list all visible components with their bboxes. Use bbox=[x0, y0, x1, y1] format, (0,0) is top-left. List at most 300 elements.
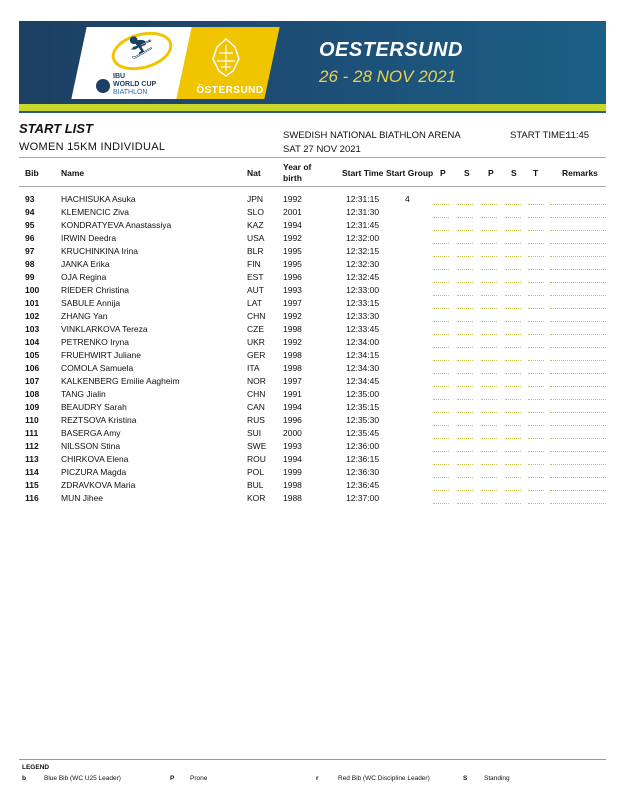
result-blank-line bbox=[481, 412, 497, 413]
name-cell: BASERGA Amy bbox=[61, 428, 121, 438]
yob-cell: 1998 bbox=[283, 324, 302, 334]
result-blank-line bbox=[550, 503, 606, 504]
name-cell: BEAUDRY Sarah bbox=[61, 402, 127, 412]
yob-cell: 2000 bbox=[283, 428, 302, 438]
result-blank-line bbox=[433, 490, 449, 491]
start-time-cell: 12:35:00 bbox=[346, 389, 380, 399]
bib-cell: 95 bbox=[25, 220, 35, 230]
result-blank-line bbox=[433, 438, 449, 439]
event-name: WOMEN 15KM INDIVIDUAL bbox=[19, 141, 166, 153]
result-blank-line bbox=[505, 399, 521, 400]
bib-cell: 107 bbox=[25, 376, 40, 386]
start-time-cell: 12:34:00 bbox=[346, 337, 380, 347]
result-blank-line bbox=[481, 269, 497, 270]
yob-cell: 1997 bbox=[283, 298, 302, 308]
nat-cell: RUS bbox=[247, 415, 265, 425]
result-blank-line bbox=[433, 204, 449, 205]
result-blank-line bbox=[481, 373, 497, 374]
result-blank-line bbox=[550, 477, 606, 478]
table-row bbox=[0, 441, 624, 454]
event-dates: 26 - 28 NOV 2021 bbox=[319, 67, 457, 86]
result-blank-line bbox=[528, 373, 544, 374]
nat-cell: USA bbox=[247, 233, 265, 243]
result-blank-line bbox=[481, 347, 497, 348]
col-header-start-time: Start Time bbox=[342, 168, 384, 178]
venue-city: OESTERSUND bbox=[319, 39, 463, 61]
start-time-cell: 12:33:30 bbox=[346, 311, 380, 321]
result-blank-line bbox=[457, 425, 473, 426]
result-blank-line bbox=[528, 386, 544, 387]
start-time-cell: 12:35:30 bbox=[346, 415, 380, 425]
nat-cell: SUI bbox=[247, 428, 262, 438]
start-time-cell: 12:31:30 bbox=[346, 207, 380, 217]
yob-cell: 1994 bbox=[283, 220, 302, 230]
skier-icon: ⛷ bbox=[127, 35, 155, 60]
result-blank-line bbox=[481, 490, 497, 491]
result-blank-line bbox=[528, 269, 544, 270]
result-blank-line bbox=[550, 347, 606, 348]
table-row bbox=[0, 350, 624, 363]
bib-cell: 106 bbox=[25, 363, 40, 373]
col-header-start-group: Start Group bbox=[386, 168, 434, 178]
col-header-yob-1: Year of bbox=[283, 162, 312, 172]
table-row bbox=[0, 428, 624, 441]
start-time-cell: 12:32:00 bbox=[346, 233, 380, 243]
result-blank-line bbox=[433, 347, 449, 348]
bmw-icon bbox=[96, 79, 110, 93]
result-blank-line bbox=[528, 347, 544, 348]
nat-cell: ITA bbox=[247, 363, 260, 373]
table-row bbox=[0, 389, 624, 402]
bib-cell: 104 bbox=[25, 337, 40, 347]
yob-cell: 1993 bbox=[283, 285, 302, 295]
start-time-cell: 12:33:45 bbox=[346, 324, 380, 334]
nat-cell: UKR bbox=[247, 337, 265, 347]
result-blank-line bbox=[457, 295, 473, 296]
result-blank-line bbox=[433, 334, 449, 335]
result-blank-line bbox=[481, 321, 497, 322]
col-header-standing-1: S bbox=[464, 168, 470, 178]
result-blank-line bbox=[457, 230, 473, 231]
nat-cell: BLR bbox=[247, 246, 264, 256]
result-blank-line bbox=[528, 321, 544, 322]
result-blank-line bbox=[528, 243, 544, 244]
result-blank-line bbox=[505, 464, 521, 465]
start-time-cell: 12:32:45 bbox=[346, 272, 380, 282]
result-blank-line bbox=[457, 451, 473, 452]
bib-cell: 112 bbox=[25, 441, 39, 451]
result-blank-line bbox=[457, 373, 473, 374]
race-date: SAT 27 NOV 2021 bbox=[283, 144, 361, 155]
start-time-cell: 12:34:15 bbox=[346, 350, 380, 360]
nat-cell: ROU bbox=[247, 454, 266, 464]
legend-item-text: Prone bbox=[190, 775, 208, 782]
nat-cell: CAN bbox=[247, 402, 265, 412]
result-blank-line bbox=[550, 425, 606, 426]
table-row bbox=[0, 207, 624, 220]
name-cell: ZHANG Yan bbox=[61, 311, 108, 321]
result-blank-line bbox=[550, 373, 606, 374]
result-blank-line bbox=[457, 256, 473, 257]
name-cell: KLEMENCIC Ziva bbox=[61, 207, 130, 217]
result-blank-line bbox=[550, 230, 606, 231]
result-blank-line bbox=[528, 490, 544, 491]
result-blank-line bbox=[457, 321, 473, 322]
start-time-cell: 12:36:45 bbox=[346, 480, 380, 490]
start-time-cell: 12:33:00 bbox=[346, 285, 380, 295]
name-cell: COMOLA Samuela bbox=[61, 363, 134, 373]
nat-cell: BUL bbox=[247, 480, 264, 490]
nat-cell: LAT bbox=[247, 298, 262, 308]
result-blank-line bbox=[505, 347, 521, 348]
result-blank-line bbox=[481, 503, 497, 504]
result-blank-line bbox=[505, 217, 521, 218]
result-blank-line bbox=[457, 464, 473, 465]
name-cell: MUN Jihee bbox=[61, 493, 104, 503]
legend-item: r bbox=[316, 775, 319, 782]
result-blank-line bbox=[505, 334, 521, 335]
bib-cell: 102 bbox=[25, 311, 40, 321]
table-row bbox=[0, 480, 624, 493]
header-bottom-rule bbox=[19, 186, 606, 187]
result-blank-line bbox=[550, 282, 606, 283]
result-blank-line bbox=[433, 360, 449, 361]
bib-cell: 108 bbox=[25, 389, 40, 399]
start-time-cell: 12:31:15 bbox=[346, 194, 380, 204]
result-blank-line bbox=[481, 243, 497, 244]
result-blank-line bbox=[433, 282, 449, 283]
result-blank-line bbox=[481, 451, 497, 452]
result-blank-line bbox=[550, 295, 606, 296]
result-blank-line bbox=[505, 373, 521, 374]
result-blank-line bbox=[457, 360, 473, 361]
nat-cell: JPN bbox=[247, 194, 264, 204]
result-blank-line bbox=[550, 490, 606, 491]
result-blank-line bbox=[505, 386, 521, 387]
bib-cell: 109 bbox=[25, 402, 40, 412]
bib-cell: 97 bbox=[25, 246, 35, 256]
yob-cell: 1992 bbox=[283, 233, 302, 243]
table-row bbox=[0, 311, 624, 324]
bib-cell: 115 bbox=[25, 480, 39, 490]
table-row bbox=[0, 298, 624, 311]
name-cell: SABULE Annija bbox=[61, 298, 121, 308]
host-logo-text: ÖSTERSUND bbox=[196, 85, 264, 96]
yob-cell: 1995 bbox=[283, 246, 302, 256]
name-cell: TANG Jialin bbox=[61, 389, 106, 399]
bib-cell: 114 bbox=[25, 467, 39, 477]
bib-cell: 100 bbox=[25, 285, 40, 295]
result-blank-line bbox=[433, 243, 449, 244]
result-blank-line bbox=[457, 399, 473, 400]
result-blank-line bbox=[550, 412, 606, 413]
table-row bbox=[0, 467, 624, 480]
legend-title: LEGEND bbox=[22, 764, 50, 771]
result-blank-line bbox=[528, 334, 544, 335]
result-blank-line bbox=[505, 412, 521, 413]
result-blank-line bbox=[481, 438, 497, 439]
result-blank-line bbox=[505, 321, 521, 322]
col-header-standing-2: S bbox=[511, 168, 517, 178]
nat-cell: CZE bbox=[247, 324, 264, 334]
result-blank-line bbox=[433, 503, 449, 504]
start-time-cell: 12:32:15 bbox=[346, 246, 380, 256]
result-blank-line bbox=[528, 217, 544, 218]
result-blank-line bbox=[550, 243, 606, 244]
nat-cell: KAZ bbox=[247, 220, 264, 230]
start-time-cell: 12:32:30 bbox=[346, 259, 380, 269]
name-cell: PETRENKO Iryna bbox=[61, 337, 130, 347]
nat-cell: EST bbox=[247, 272, 264, 282]
result-blank-line bbox=[505, 204, 521, 205]
yob-cell: 1992 bbox=[283, 337, 302, 347]
col-header-bib: Bib bbox=[25, 168, 39, 178]
result-blank-line bbox=[505, 243, 521, 244]
result-blank-line bbox=[457, 204, 473, 205]
result-blank-line bbox=[550, 438, 606, 439]
document-title: START LIST bbox=[19, 121, 93, 136]
legend-item: P bbox=[170, 775, 175, 782]
result-blank-line bbox=[457, 243, 473, 244]
result-blank-line bbox=[457, 438, 473, 439]
result-blank-line bbox=[550, 334, 606, 335]
col-header-prone-1: P bbox=[440, 168, 446, 178]
name-cell: OJA Regina bbox=[61, 272, 107, 282]
result-blank-line bbox=[528, 282, 544, 283]
yob-cell: 1998 bbox=[283, 363, 302, 373]
result-blank-line bbox=[433, 269, 449, 270]
result-blank-line bbox=[457, 217, 473, 218]
table-row bbox=[0, 285, 624, 298]
bib-cell: 98 bbox=[25, 259, 35, 269]
bib-cell: 110 bbox=[25, 415, 39, 425]
start-time-cell: 12:37:00 bbox=[346, 493, 380, 503]
bib-cell: 94 bbox=[25, 207, 35, 217]
bib-cell: 113 bbox=[25, 454, 39, 464]
yob-cell: 1994 bbox=[283, 454, 302, 464]
yob-cell: 1997 bbox=[283, 376, 302, 386]
name-cell: IRWIN Deedra bbox=[61, 233, 117, 243]
col-header-yob-2: birth bbox=[283, 173, 302, 183]
name-cell: ZDRAVKOVA Maria bbox=[61, 480, 136, 490]
result-blank-line bbox=[481, 308, 497, 309]
table-row bbox=[0, 259, 624, 272]
result-blank-line bbox=[505, 295, 521, 296]
result-blank-line bbox=[550, 386, 606, 387]
result-blank-line bbox=[457, 386, 473, 387]
result-blank-line bbox=[481, 230, 497, 231]
bib-cell: 101 bbox=[25, 298, 40, 308]
result-blank-line bbox=[528, 308, 544, 309]
result-blank-line bbox=[433, 477, 449, 478]
yob-cell: 1992 bbox=[283, 194, 302, 204]
result-blank-line bbox=[528, 204, 544, 205]
banner-accent-rule bbox=[19, 111, 606, 113]
result-blank-line bbox=[457, 412, 473, 413]
result-blank-line bbox=[457, 269, 473, 270]
nat-cell: FIN bbox=[247, 259, 261, 269]
result-blank-line bbox=[550, 308, 606, 309]
start-time-cell: 12:36:00 bbox=[346, 441, 380, 451]
result-blank-line bbox=[505, 256, 521, 257]
start-time-cell: 12:34:30 bbox=[346, 363, 380, 373]
col-header-total: T bbox=[533, 168, 539, 178]
nat-cell: CHN bbox=[247, 311, 266, 321]
result-blank-line bbox=[433, 295, 449, 296]
result-blank-line bbox=[528, 477, 544, 478]
result-blank-line bbox=[528, 295, 544, 296]
result-blank-line bbox=[550, 217, 606, 218]
yob-cell: 1999 bbox=[283, 467, 302, 477]
start-time-value: 11:45 bbox=[566, 130, 590, 141]
yob-cell: 2001 bbox=[283, 207, 302, 217]
yob-cell: 1994 bbox=[283, 402, 302, 412]
result-blank-line bbox=[481, 217, 497, 218]
legend-rule bbox=[19, 759, 606, 760]
header-top-rule bbox=[19, 157, 606, 158]
col-header-remarks: Remarks bbox=[562, 168, 598, 178]
name-cell: NILSSON Stina bbox=[61, 441, 121, 451]
result-blank-line bbox=[505, 490, 521, 491]
bib-cell: 103 bbox=[25, 324, 40, 334]
result-blank-line bbox=[433, 308, 449, 309]
name-cell: KONDRATYEVA Anastassiya bbox=[61, 220, 172, 230]
result-blank-line bbox=[550, 451, 606, 452]
result-blank-line bbox=[528, 503, 544, 504]
result-blank-line bbox=[528, 425, 544, 426]
start-time-cell: 12:36:15 bbox=[346, 454, 380, 464]
result-blank-line bbox=[528, 464, 544, 465]
table-row bbox=[0, 363, 624, 376]
start-time-cell: 12:35:15 bbox=[346, 402, 380, 412]
table-row bbox=[0, 454, 624, 467]
name-cell: KRUCHINKINA Irina bbox=[61, 246, 138, 256]
result-blank-line bbox=[550, 399, 606, 400]
result-blank-line bbox=[433, 451, 449, 452]
legend-item-text: Red Bib (WC Discipline Leader) bbox=[338, 775, 430, 782]
result-blank-line bbox=[457, 347, 473, 348]
result-blank-line bbox=[457, 308, 473, 309]
result-blank-line bbox=[505, 282, 521, 283]
name-cell: REZTSOVA Kristina bbox=[61, 415, 137, 425]
nat-cell: SLO bbox=[247, 207, 265, 217]
name-cell: CHIRKOVA Elena bbox=[61, 454, 129, 464]
start-time-cell: 12:33:15 bbox=[346, 298, 380, 308]
result-blank-line bbox=[505, 425, 521, 426]
result-blank-line bbox=[505, 451, 521, 452]
result-blank-line bbox=[457, 334, 473, 335]
name-cell: VINKLARKOVA Tereza bbox=[61, 324, 148, 334]
table-row bbox=[0, 233, 624, 246]
ostersund-crest-icon bbox=[211, 37, 241, 77]
table-row bbox=[0, 376, 624, 389]
result-blank-line bbox=[550, 464, 606, 465]
result-blank-line bbox=[433, 399, 449, 400]
result-blank-line bbox=[528, 412, 544, 413]
result-blank-line bbox=[433, 321, 449, 322]
result-blank-line bbox=[528, 399, 544, 400]
venue-name: SWEDISH NATIONAL BIATHLON ARENA bbox=[283, 130, 461, 141]
name-cell: RIEDER Christina bbox=[61, 285, 130, 295]
result-blank-line bbox=[433, 386, 449, 387]
result-blank-line bbox=[505, 360, 521, 361]
table-row bbox=[0, 402, 624, 415]
yob-cell: 1998 bbox=[283, 480, 302, 490]
nat-cell: CHN bbox=[247, 389, 266, 399]
result-blank-line bbox=[433, 256, 449, 257]
result-blank-line bbox=[457, 503, 473, 504]
table-row bbox=[0, 493, 624, 506]
result-blank-line bbox=[481, 464, 497, 465]
result-blank-line bbox=[433, 412, 449, 413]
result-blank-line bbox=[505, 269, 521, 270]
legend-item: b bbox=[22, 775, 26, 782]
name-cell: PICZURA Magda bbox=[61, 467, 127, 477]
result-blank-line bbox=[481, 399, 497, 400]
result-blank-line bbox=[481, 360, 497, 361]
result-blank-line bbox=[505, 503, 521, 504]
nat-cell: NOR bbox=[247, 376, 266, 386]
yob-cell: 1996 bbox=[283, 272, 302, 282]
start-list-table bbox=[0, 194, 624, 506]
name-cell: JANKA Erika bbox=[61, 259, 110, 269]
result-blank-line bbox=[528, 360, 544, 361]
result-blank-line bbox=[481, 295, 497, 296]
result-blank-line bbox=[481, 477, 497, 478]
nat-cell: KOR bbox=[247, 493, 266, 503]
result-blank-line bbox=[528, 230, 544, 231]
bib-cell: 105 bbox=[25, 350, 40, 360]
result-blank-line bbox=[481, 204, 497, 205]
start-time-label: START TIME: bbox=[510, 130, 568, 141]
bib-cell: 111 bbox=[25, 428, 39, 438]
table-row bbox=[0, 324, 624, 337]
result-blank-line bbox=[481, 334, 497, 335]
table-row bbox=[0, 194, 624, 207]
name-cell: KALKENBERG Emilie Aagheim bbox=[61, 376, 180, 386]
start-time-cell: 12:31:45 bbox=[346, 220, 380, 230]
result-blank-line bbox=[481, 386, 497, 387]
result-blank-line bbox=[433, 425, 449, 426]
yob-cell: 1991 bbox=[283, 389, 302, 399]
result-blank-line bbox=[481, 282, 497, 283]
result-blank-line bbox=[457, 282, 473, 283]
nat-cell: GER bbox=[247, 350, 266, 360]
nat-cell: POL bbox=[247, 467, 265, 477]
bib-cell: 116 bbox=[25, 493, 39, 503]
result-blank-line bbox=[433, 373, 449, 374]
result-blank-line bbox=[550, 269, 606, 270]
col-header-prone-2: P bbox=[488, 168, 494, 178]
result-blank-line bbox=[481, 425, 497, 426]
event-banner bbox=[19, 21, 606, 104]
start-time-cell: 12:36:30 bbox=[346, 467, 380, 477]
col-header-nat: Nat bbox=[247, 168, 261, 178]
start-group-cell: 4 bbox=[405, 194, 410, 204]
start-time-cell: 12:34:45 bbox=[346, 376, 380, 386]
bib-cell: 99 bbox=[25, 272, 35, 282]
table-row bbox=[0, 272, 624, 285]
result-blank-line bbox=[528, 451, 544, 452]
nat-cell: SWE bbox=[247, 441, 267, 451]
yob-cell: 1992 bbox=[283, 311, 302, 321]
result-blank-line bbox=[528, 438, 544, 439]
bib-cell: 93 bbox=[25, 194, 35, 204]
table-row bbox=[0, 415, 624, 428]
yob-cell: 1998 bbox=[283, 350, 302, 360]
yob-cell: 1993 bbox=[283, 441, 302, 451]
result-blank-line bbox=[505, 438, 521, 439]
